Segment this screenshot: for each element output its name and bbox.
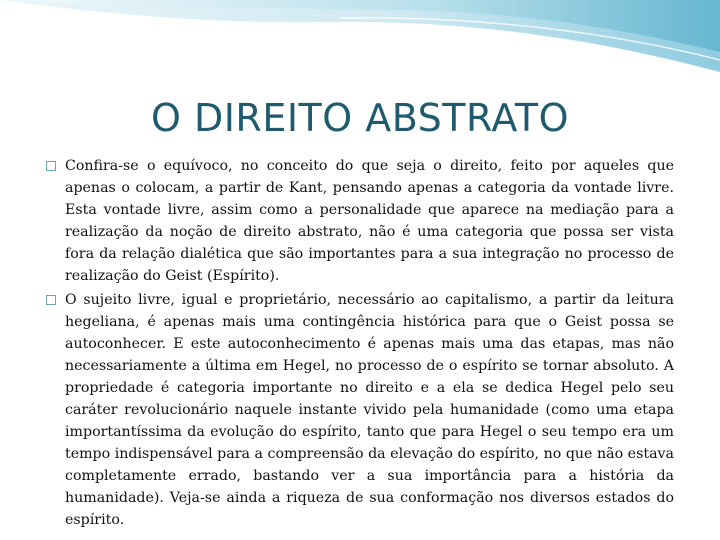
bullet-item-1 [46,156,674,287]
square-bullet-icon [46,161,56,171]
square-bullet-icon [46,295,56,305]
bullet-text-1: Confira-se o equívoco, no conceito do que seja o direito, feito por aqueles que apenas o colocam, a partir de Kant, pensando apenas a categoria da vontade livre. Esta vontade livre, assim como a personalidade que aparece na mediação para a realização da noção de direito abstrato, não é uma categoria que possa ser vista fora da relação dialética que são importantes para a sua integração no processo de realização do Geist (Espírito). [65,158,674,284]
bullet-item-2 [46,290,674,531]
header-wave-decoration [0,0,720,75]
slide-body [46,156,674,534]
bullet-text-2: O sujeito livre, igual e proprietário, necessário ao capitalismo, a partir da leitura hegeliana, é apenas mais uma contingência histórica para que o Geist possa se autoconhecer. E este autoconhecimento é apenas mais uma das etapas, mas não necessariamente a última em Hegel, no processo de o espírito se tornar absoluto. A propriedade é categoria importante no direito e a ela se dedica Hegel pelo seu caráter revolucionário naquele instante vivido pela humanidade (como uma etapa importantíssima da evolução do espírito, tanto que para Hegel o seu tempo era um tempo indispensável para a compreensão da elevação do espírito, no que não estava completamente errado, bastando ver a sua importância para a história da humanidade). Veja-se ainda a riqueza de sua conformação nos diversos estados do espírito. [65,292,674,528]
slide-title: O DIREITO ABSTRATO [150,96,570,140]
